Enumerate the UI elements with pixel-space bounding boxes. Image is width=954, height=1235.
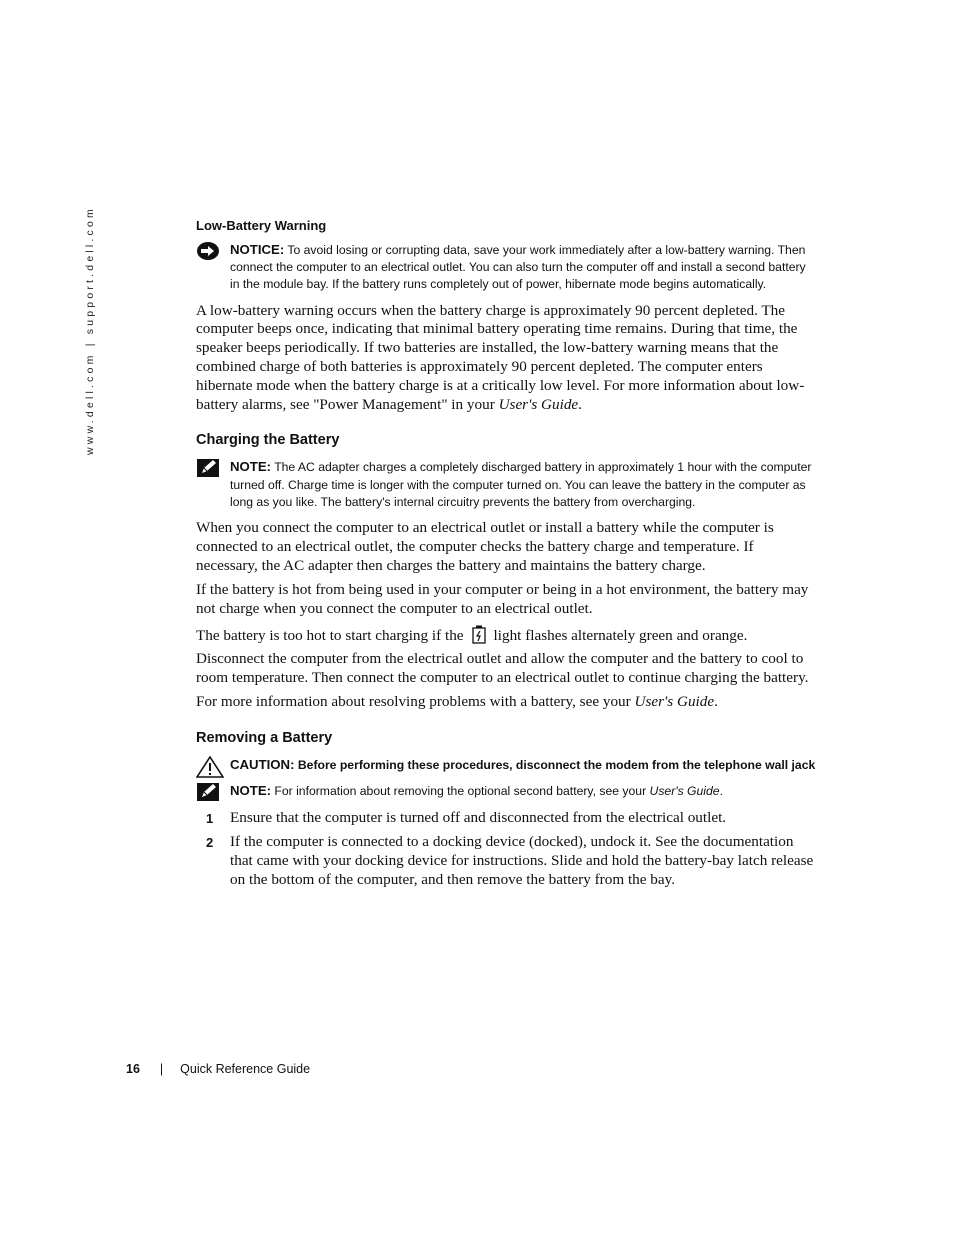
footer-separator: | bbox=[159, 1062, 164, 1076]
note-label: NOTE: bbox=[230, 459, 272, 475]
note-text: For information about removing the optional second battery, see your bbox=[274, 784, 650, 799]
caution-text: Before performing these procedures, disconnect the modem from the telephone wall jack bbox=[297, 758, 816, 773]
charging-paragraph-3a: The battery is too hot to start charging if the bbox=[196, 626, 464, 644]
charging-paragraph-3 bbox=[196, 625, 818, 687]
caution-label: CAUTION: bbox=[230, 757, 295, 773]
notice-text: To avoid losing or corrupting data, save your work immediately after a low-battery warning. Then connect the computer to an electrical outlet. You can also turn the computer off and install a second battery in the module bay. If the battery runs completely out of power, hibernate mode begins automatically. bbox=[230, 243, 806, 292]
charging-paragraph-2: If the battery is hot from being used in your computer or being in a hot environment, the battery may not charge when you connect the computer to an electrical outlet. bbox=[196, 581, 809, 618]
step-text: If the computer is connected to a docking device (docked), undock it. See the documentation that came with your docking device for instructions. Slide and hold the battery-bay latch release on the bottom of the computer, and then remove the battery from the bay. bbox=[230, 833, 814, 888]
charging-paragraph-4-text: For more information about resolving problems with a battery, see your bbox=[196, 693, 635, 711]
page-footer bbox=[126, 1062, 310, 1076]
note-text: The AC adapter charges a completely discharged battery in approximately 1 hour with the computer turned off. Charge time is longer with the computer turned on. You can leave the battery in the computer as long as you like. The battery's internal circuitry prevents the battery from overcharging. bbox=[230, 460, 812, 509]
step-number: 2 bbox=[206, 835, 214, 851]
page-content bbox=[196, 218, 818, 896]
note-pencil-icon bbox=[196, 458, 220, 483]
caution-triangle-icon bbox=[196, 756, 224, 783]
users-guide-ref: User's Guide bbox=[649, 784, 720, 799]
removing-note-callout bbox=[196, 782, 818, 800]
removal-steps bbox=[196, 809, 818, 890]
charging-paragraph-4 bbox=[196, 693, 818, 712]
sidebar-url: www.dell.com | support.dell.com bbox=[84, 206, 96, 455]
notice-callout bbox=[196, 241, 818, 294]
notice-label: NOTICE: bbox=[230, 242, 285, 257]
footer-title: Quick Reference Guide bbox=[180, 1062, 311, 1076]
low-battery-paragraph bbox=[196, 302, 818, 415]
step-number: 1 bbox=[206, 810, 214, 826]
list-item bbox=[196, 833, 818, 889]
users-guide-ref: User's Guide bbox=[634, 693, 715, 711]
charging-paragraph-1: When you connect the computer to an electrical outlet or install a battery while the computer is connected to an electrical outlet, the computer checks the battery charge and temperature. If necessary, the AC adapter then charges the battery and maintains the battery charge. bbox=[196, 519, 774, 574]
notice-arrow-icon bbox=[196, 241, 220, 266]
battery-status-light-icon bbox=[472, 625, 486, 650]
caution-callout bbox=[196, 756, 818, 774]
page-number: 16 bbox=[126, 1062, 140, 1076]
step-text: Ensure that the computer is turned off and disconnected from the electrical outlet. bbox=[230, 808, 727, 826]
removing-heading: Removing a Battery bbox=[196, 730, 333, 747]
note-pencil-icon bbox=[196, 782, 220, 807]
period: . bbox=[719, 784, 723, 799]
note-label: NOTE: bbox=[230, 783, 272, 799]
charging-paragraph-3b: light flashes alternately green and orange. Disconnect the computer from the electrical outlet and allow the computer and the battery to cool to room temperature. Then connect the computer to an electrical outlet to continue charging the battery. bbox=[196, 626, 809, 686]
users-guide-ref: User's Guide bbox=[498, 395, 579, 413]
period: . bbox=[714, 693, 718, 711]
low-battery-paragraph-text: A low-battery warning occurs when the battery charge is approximately 90 percent depleted. The computer beeps once, indicating that minimal battery operating time remains. During that time, the speaker beeps periodically. If two batteries are installed, the low-battery warning means that the combined charge of both batteries is approximately 90 percent depleted. The computer enters hibernate mode when the battery charge is at a critically low level. For more information about low-battery alarms, see "Power Management" in your bbox=[196, 301, 805, 413]
charging-note-callout bbox=[196, 458, 818, 511]
period: . bbox=[578, 395, 582, 413]
charging-heading: Charging the Battery bbox=[196, 432, 340, 449]
low-battery-heading: Low-Battery Warning bbox=[196, 218, 327, 233]
list-item bbox=[196, 809, 818, 828]
